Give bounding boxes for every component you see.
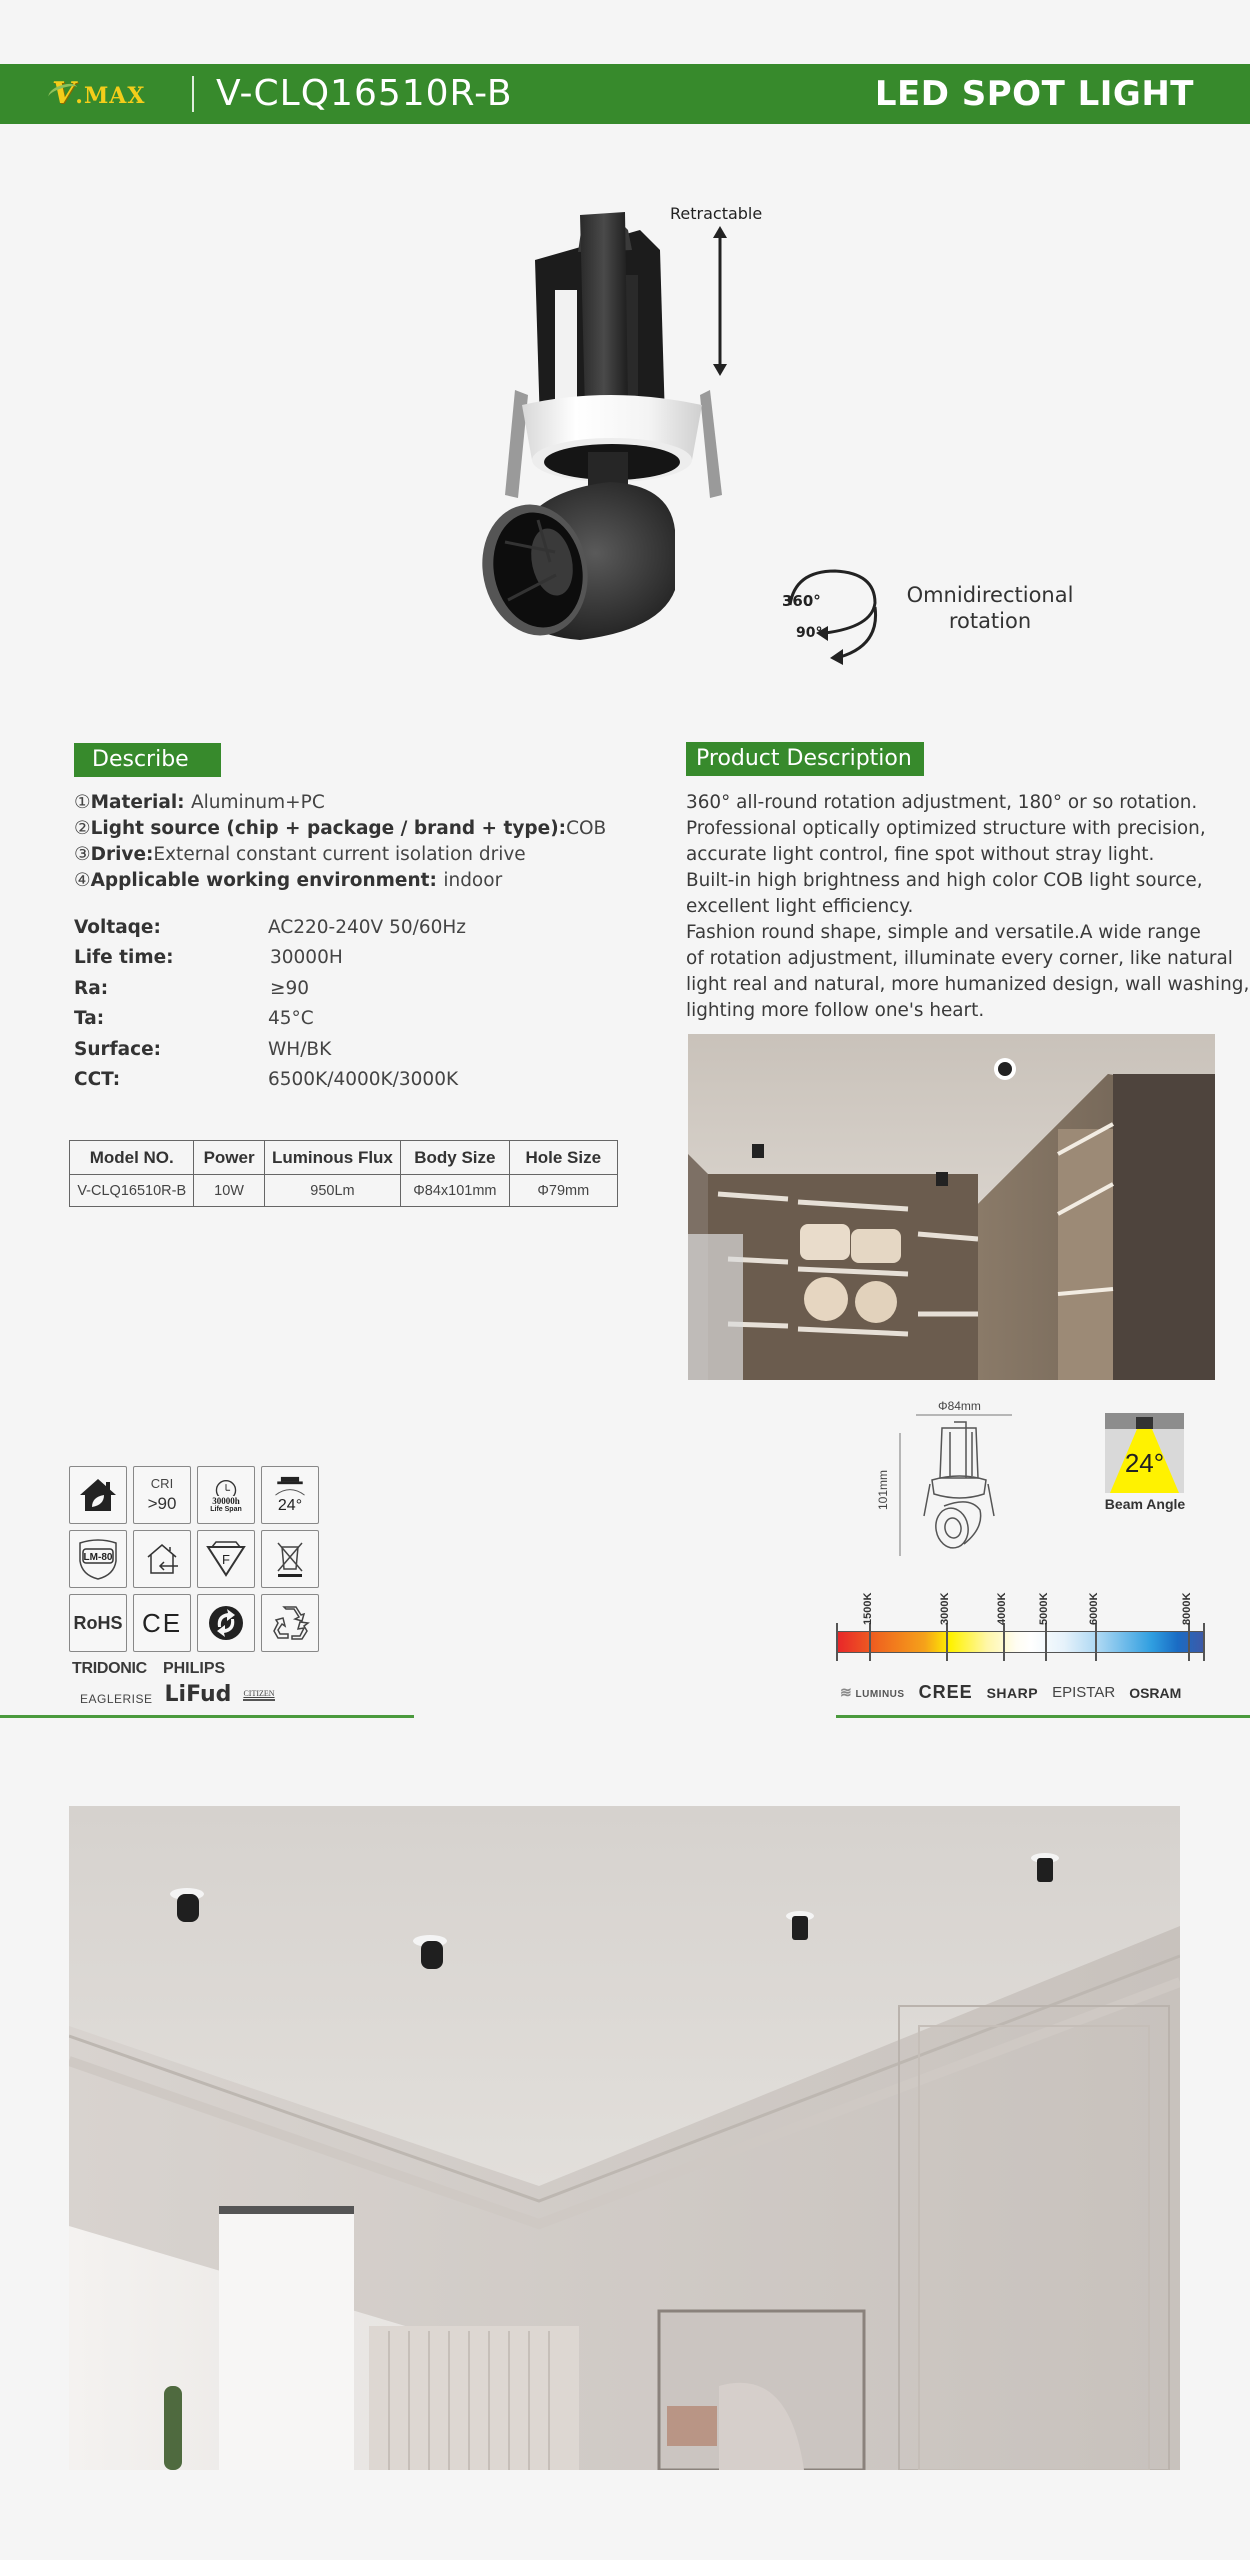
rohs-icon: RoHS (69, 1594, 127, 1652)
desc-line: Fashion round shape, simple and versatile.A wide range (686, 922, 1201, 943)
cct-label: 4000K (996, 1592, 1008, 1625)
cell-body-size: Φ84x101mm (401, 1175, 509, 1207)
cct-gradient-bar (836, 1631, 1204, 1653)
retractable-label: Retractable (670, 204, 763, 223)
beam-angle-icon: 24° (261, 1466, 319, 1524)
omnidirectional-label (895, 582, 1085, 634)
lm80-icon (69, 1530, 127, 1588)
logo-text: .MAX (75, 83, 146, 109)
svg-text:F: F (222, 1552, 230, 1567)
beam-angle-value: 24° (1124, 1448, 1165, 1478)
dimension-drawing (880, 1398, 1020, 1558)
cct-label: 8000K (1181, 1592, 1193, 1625)
closet-application-photo (688, 1034, 1215, 1380)
beam-angle-label: Beam Angle (1104, 1496, 1186, 1512)
brand-eaglerise: EAGLERISE (80, 1692, 153, 1706)
brand-philips: PHILIPS (162, 1660, 226, 1677)
product-hero (460, 190, 1100, 680)
omni-line-2: rotation (948, 609, 1032, 633)
desc-line: accurate light control, fine spot without stray light. (686, 844, 1155, 865)
describe-item: ③Drive:External constant current isolation drive (74, 844, 526, 865)
f-mark-icon (197, 1530, 255, 1588)
col-model: Model NO. (70, 1141, 194, 1175)
spec-row-ta: Ta: 45°C (74, 1008, 314, 1030)
divider-left (0, 1715, 414, 1718)
cell-hole-size: Φ79mm (509, 1175, 617, 1207)
cct-tick (869, 1623, 871, 1661)
room-scene-illustration (69, 1806, 1180, 2470)
header-category: LED SPOT LIGHT (874, 74, 1194, 114)
omni-line-1: Omnidirectional (906, 583, 1074, 607)
vmax-logo (52, 76, 146, 111)
cct-label: 5000K (1038, 1592, 1050, 1625)
certification-icon-grid (69, 1466, 319, 1652)
describe-item: ①Material: Aluminum+PC (74, 792, 325, 813)
spec-row-voltage: Voltaqe: AC220-240V 50/60Hz (74, 916, 467, 938)
weee-bin-icon (261, 1530, 319, 1588)
rotation-90-label: 90° (796, 625, 823, 641)
cct-label: 1500K (862, 1592, 874, 1625)
spec-row-surface: Surface: WH/BK (74, 1038, 332, 1060)
product-description-text (686, 790, 1250, 1024)
col-power: Power (194, 1141, 264, 1175)
retract-double-arrow-icon (713, 226, 727, 376)
recycle-icon (261, 1594, 319, 1652)
cct-tick (1095, 1623, 1097, 1661)
desc-line: of rotation adjustment, illuminate every corner, like natural (686, 948, 1233, 969)
col-luminous-flux: Luminous Flux (264, 1141, 400, 1175)
cell-power: 10W (194, 1175, 264, 1207)
describe-item: ②Light source (chip + package / brand + type):COB (74, 818, 607, 839)
cct-color-scale (836, 1585, 1211, 1665)
svg-text:LM-80: LM-80 (83, 1552, 113, 1563)
brand-luminus: ≋ LUMINUS (840, 1684, 905, 1700)
cct-tick (1003, 1623, 1005, 1661)
describe-heading: Describe (74, 743, 221, 777)
brand-cree: CREE (918, 1682, 973, 1702)
brand-osram: OSRAM (1129, 1684, 1182, 1701)
describe-item: ④Applicable working environment: indoor (74, 870, 503, 891)
cct-tick (1188, 1623, 1190, 1661)
divider-right (836, 1715, 1250, 1718)
chip-brand-logos (840, 1682, 1181, 1703)
living-room-application-photo (69, 1806, 1180, 2470)
cell-flux: 950Lm (264, 1175, 400, 1207)
desc-line: 360° all-round rotation adjustment, 180° or so rotation. (686, 792, 1198, 813)
cct-label: 6000K (1088, 1592, 1100, 1625)
driver-brand-logos (72, 1660, 275, 1706)
desc-line: lighting more follow one's heart. (686, 1000, 985, 1021)
col-hole-size: Hole Size (509, 1141, 617, 1175)
closet-scene-illustration (688, 1034, 1215, 1380)
lifespan-icon: 30000h Life Span (197, 1466, 255, 1524)
header-divider (192, 76, 194, 112)
model-table (69, 1140, 618, 1207)
desc-line: light real and natural, more humanized design, wall washing, (686, 974, 1250, 995)
table-header-row (70, 1141, 618, 1175)
cct-tick-edge (836, 1623, 838, 1661)
dimension-height: 101mm (876, 1469, 890, 1510)
brand-sharp: SHARP (986, 1684, 1039, 1701)
spec-row-lifetime: Life time: 30000H (74, 947, 343, 969)
ce-icon: CE (133, 1594, 191, 1652)
desc-line: Professional optically optimized structure with precision, (686, 818, 1206, 839)
col-body-size: Body Size (401, 1141, 509, 1175)
indoor-use-icon (133, 1530, 191, 1588)
green-dot-icon (197, 1594, 255, 1652)
brand-tridonic: TRIDONIC (72, 1660, 147, 1677)
cct-label: 3000K (939, 1592, 951, 1625)
spec-list (74, 912, 614, 1095)
dimension-width: Φ84mm (938, 1399, 981, 1413)
product-description-heading: Product Description (686, 742, 924, 776)
desc-line: Built-in high brightness and high color COB light source, (686, 870, 1203, 891)
spec-row-ra: Ra: ≥90 (74, 977, 310, 999)
brand-citizen: CITIZEN (243, 1689, 274, 1701)
brand-epistar: EPISTAR (1052, 1684, 1116, 1701)
cri-icon: CRI >90 (133, 1466, 191, 1524)
ceiling-spot-icon (994, 1058, 1016, 1080)
table-row (70, 1175, 618, 1207)
cct-tick-edge (1203, 1623, 1205, 1661)
spec-row-cct: CCT: 6500K/4000K/3000K (74, 1069, 459, 1091)
rotation-arrows-icon (780, 565, 890, 665)
brand-lifud: LiFud (164, 1682, 232, 1707)
header-model-number: V-CLQ16510R-B (216, 73, 513, 114)
rotation-360-label: 360° (782, 592, 821, 610)
cct-tick (1045, 1623, 1047, 1661)
describe-list (74, 790, 634, 894)
logo-mark: V (52, 76, 76, 111)
desc-line: excellent light efficiency. (686, 896, 914, 917)
cell-model: V-CLQ16510R-B (70, 1175, 194, 1207)
cct-tick (946, 1623, 948, 1661)
eco-home-icon (69, 1466, 127, 1524)
header-bar (0, 64, 1250, 124)
